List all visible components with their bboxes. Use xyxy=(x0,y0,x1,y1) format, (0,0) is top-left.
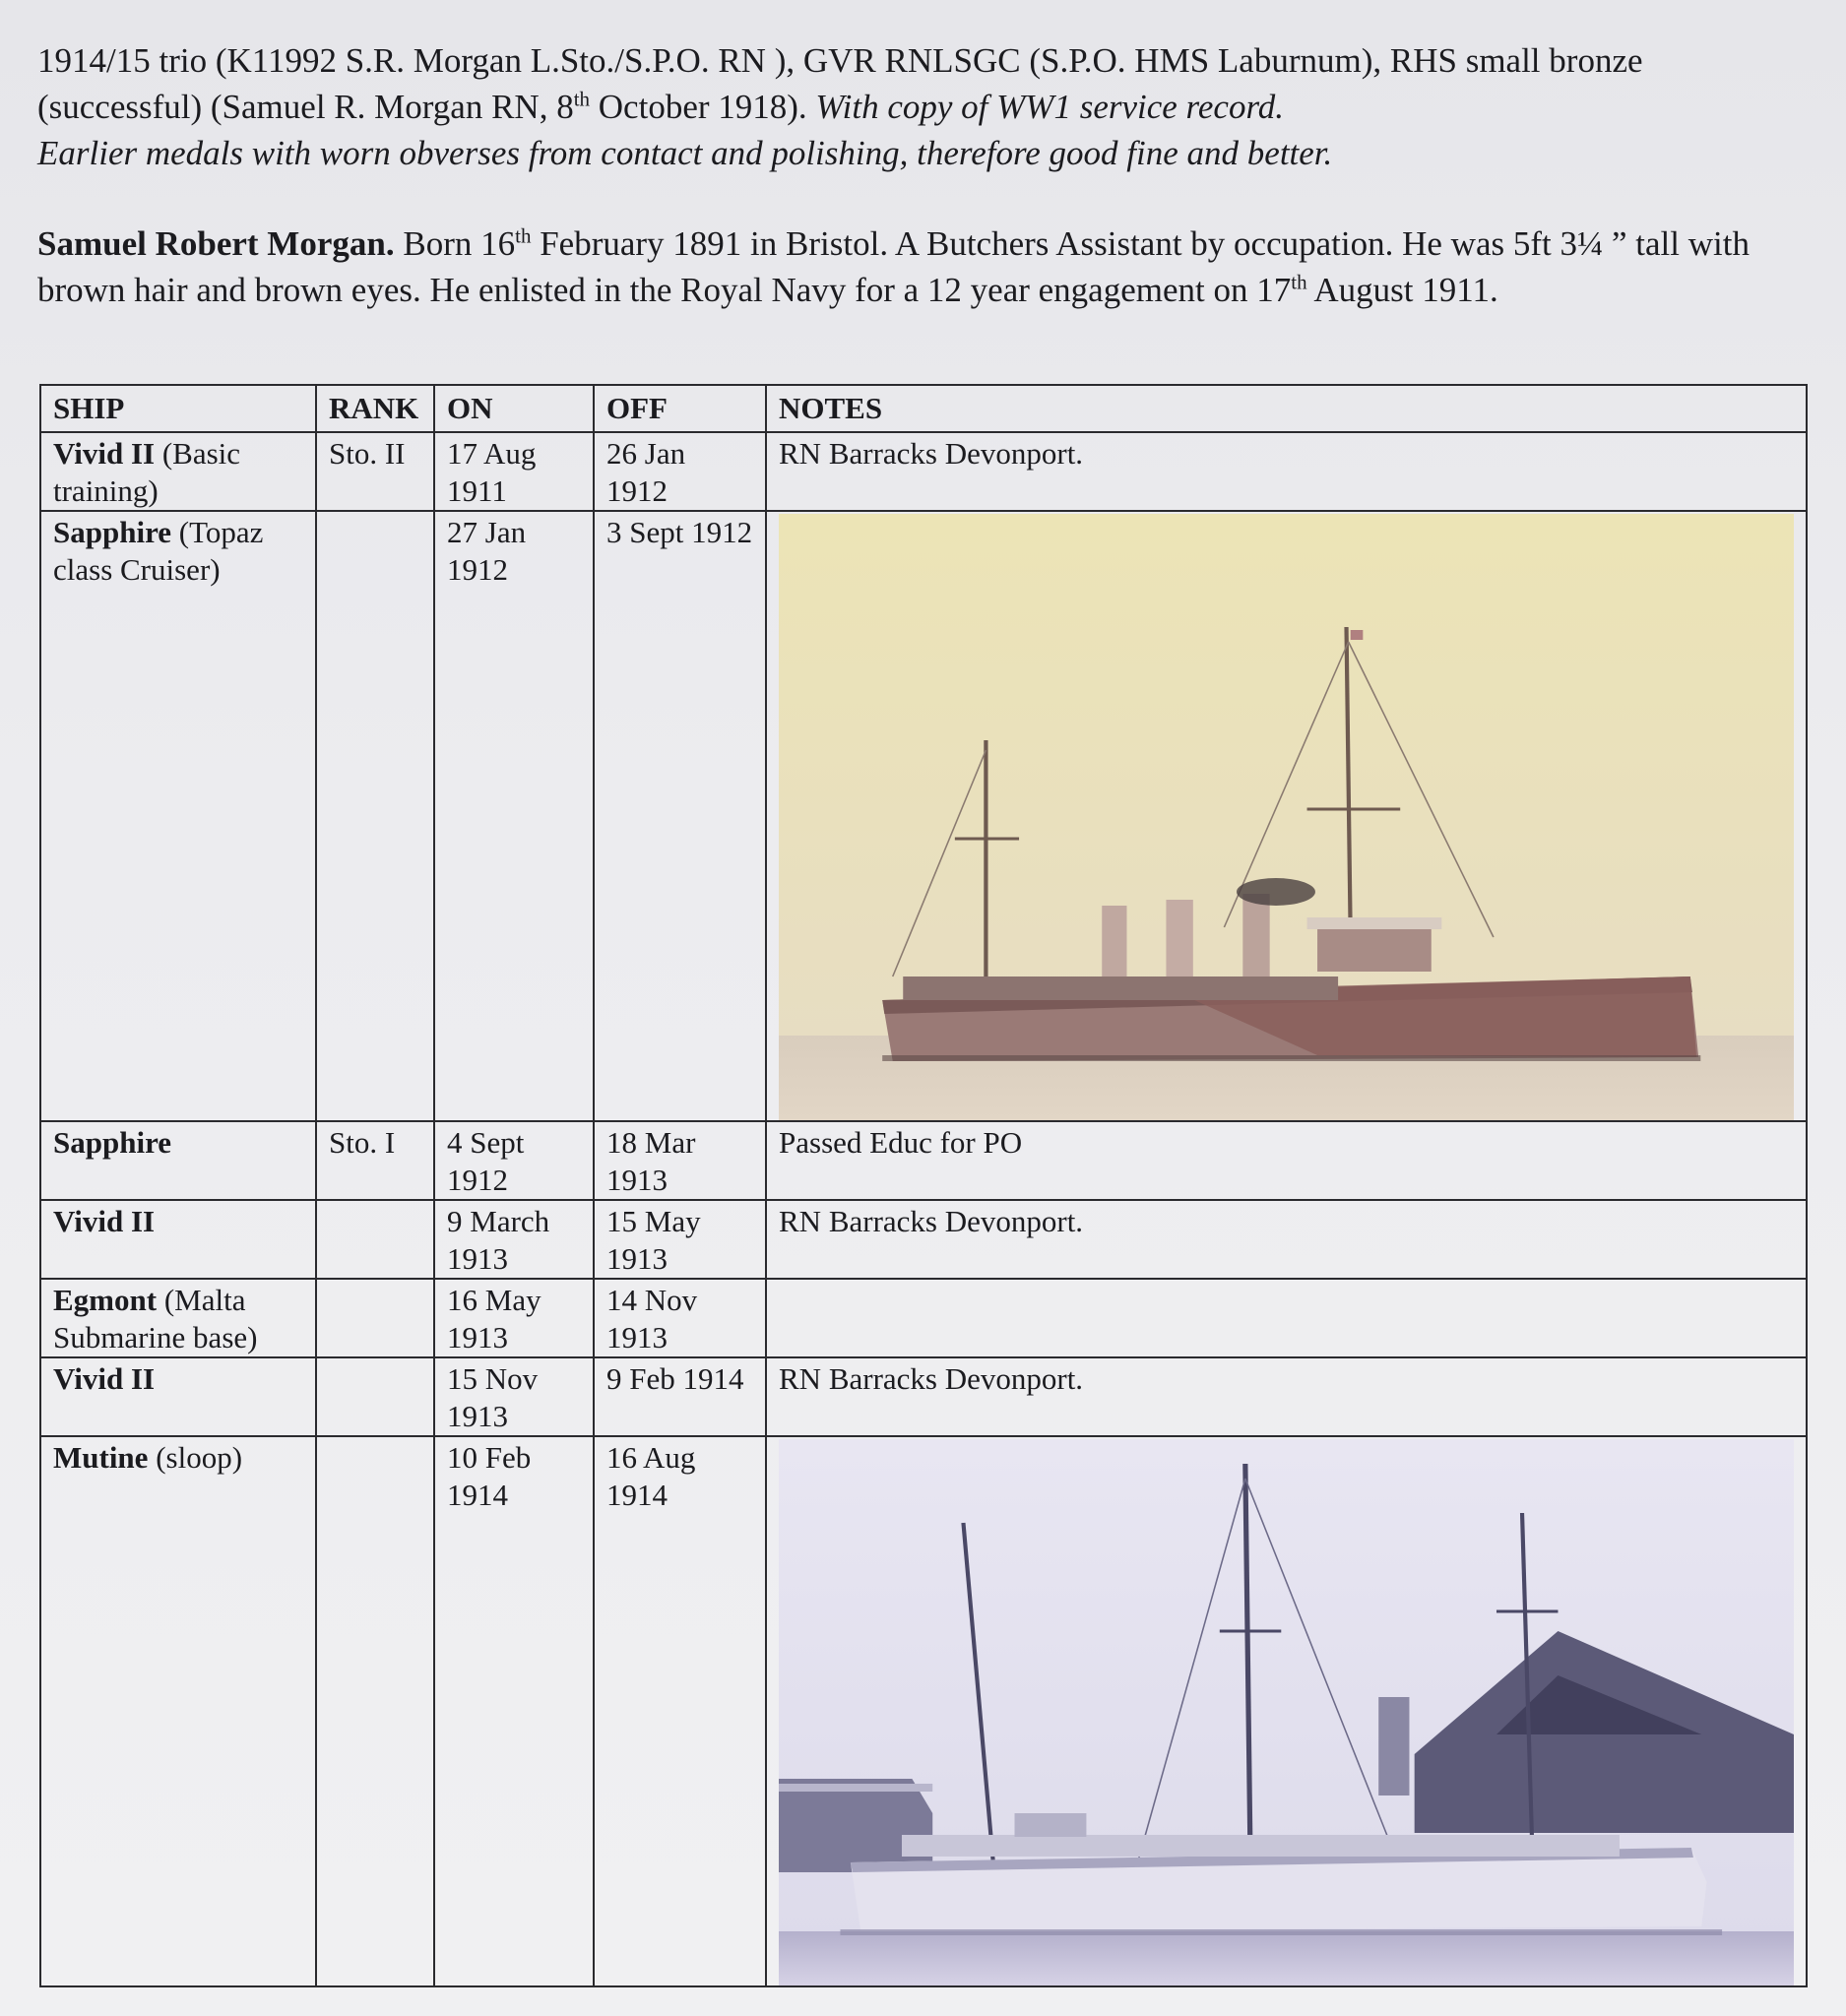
table-row xyxy=(40,432,1807,511)
intro-text-a: 1914/15 trio (K11992 S.R. Morgan L.Sto./S.P.O. RN ), GVR RNLSGC (S.P.O. HMS Laburnum), RHS small bronze (successful) (Samuel R. Morgan RN, 8 xyxy=(37,41,1643,126)
cell-rank xyxy=(316,1200,434,1279)
header-ship: SHIP xyxy=(40,385,316,432)
bio-sup-b: th xyxy=(1291,270,1307,294)
intro-text-b: October 1918). xyxy=(590,88,816,126)
ship-name: Sapphire xyxy=(53,515,172,549)
cell-off: 14 Nov 1913 xyxy=(594,1279,766,1357)
cell-off: 9 Feb 1914 xyxy=(594,1357,766,1436)
table-header-row xyxy=(40,385,1807,432)
sloop-photo-image xyxy=(779,1439,1794,1985)
cell-off: 15 May 1913 xyxy=(594,1200,766,1279)
cell-ship xyxy=(40,511,316,1121)
ship-name: Sapphire xyxy=(53,1125,172,1160)
header-rank: RANK xyxy=(316,385,434,432)
cell-rank xyxy=(316,511,434,1121)
cell-off: 18 Mar 1913 xyxy=(594,1121,766,1200)
cell-rank xyxy=(316,1279,434,1357)
cell-ship xyxy=(40,1200,316,1279)
bio-name: Samuel Robert Morgan. xyxy=(37,224,395,263)
cell-ship xyxy=(40,1279,316,1357)
cell-rank: Sto. I xyxy=(316,1121,434,1200)
cell-notes: RN Barracks Devonport. xyxy=(766,1357,1807,1436)
cell-rank: Sto. II xyxy=(316,432,434,511)
cell-rank xyxy=(316,1357,434,1436)
cell-on: 9 March 1913 xyxy=(434,1200,594,1279)
cell-on: 16 May 1913 xyxy=(434,1279,594,1357)
intro-paragraph xyxy=(37,37,1770,176)
ship-note: (Basic training) xyxy=(53,436,241,508)
ship-note: (sloop) xyxy=(148,1440,243,1475)
ship-name: Vivid II xyxy=(53,1361,156,1396)
header-on: ON xyxy=(434,385,594,432)
mutine-photo xyxy=(779,1439,1794,1985)
bio-sup-a: th xyxy=(515,223,532,248)
bio-text-c: August 1911. xyxy=(1306,271,1498,309)
cell-ship xyxy=(40,1121,316,1200)
cell-notes-photo xyxy=(766,1436,1807,1986)
cell-on: 4 Sept 1912 xyxy=(434,1121,594,1200)
table-row xyxy=(40,1436,1807,1986)
cell-on: 10 Feb 1914 xyxy=(434,1436,594,1986)
intro-sup-a: th xyxy=(573,87,591,111)
table-row xyxy=(40,1200,1807,1279)
cell-notes-photo xyxy=(766,511,1807,1121)
intro-italic-a: With copy of WW1 service record. xyxy=(815,88,1285,126)
ship-name: Mutine xyxy=(53,1440,149,1475)
bio-text-b: February 1891 in Bristol. A Butchers Assistant by occupation. He was 5ft 3¼ ” tall with brown hair and brown eyes. He enlisted in the Royal Navy for a 12 year engagement on 17 xyxy=(37,224,1750,309)
cell-notes xyxy=(766,1279,1807,1357)
cell-notes: RN Barracks Devonport. xyxy=(766,432,1807,511)
cell-on: 17 Aug 1911 xyxy=(434,432,594,511)
ship-name: Vivid II xyxy=(53,436,156,471)
cell-ship xyxy=(40,1357,316,1436)
cell-notes: Passed Educ for PO xyxy=(766,1121,1807,1200)
table-row xyxy=(40,1121,1807,1200)
bio-text-a: Born 16 xyxy=(394,224,516,263)
table-row xyxy=(40,1279,1807,1357)
bio-paragraph xyxy=(37,220,1770,313)
ship-note: (Topaz class Cruiser) xyxy=(53,515,264,587)
cell-on: 27 Jan 1912 xyxy=(434,511,594,1121)
cell-ship xyxy=(40,1436,316,1986)
cell-notes: RN Barracks Devonport. xyxy=(766,1200,1807,1279)
intro-italic-b: Earlier medals with worn obverses from contact and polishing, therefore good fine and better. xyxy=(37,134,1333,172)
table-row xyxy=(40,1357,1807,1436)
cell-off: 26 Jan 1912 xyxy=(594,432,766,511)
header-notes: NOTES xyxy=(766,385,1807,432)
ship-name: Vivid II xyxy=(53,1204,156,1238)
service-record-table xyxy=(39,384,1808,1987)
cell-on: 15 Nov 1913 xyxy=(434,1357,594,1436)
ship-name: Egmont xyxy=(53,1283,158,1317)
sapphire-photo xyxy=(779,514,1794,1120)
ship-note: (Malta Submarine base) xyxy=(53,1283,258,1354)
cell-ship xyxy=(40,432,316,511)
table-row xyxy=(40,511,1807,1121)
cell-off: 16 Aug 1914 xyxy=(594,1436,766,1986)
header-off: OFF xyxy=(594,385,766,432)
cell-rank xyxy=(316,1436,434,1986)
cruiser-photo-image xyxy=(779,514,1794,1120)
cell-off: 3 Sept 1912 xyxy=(594,511,766,1121)
